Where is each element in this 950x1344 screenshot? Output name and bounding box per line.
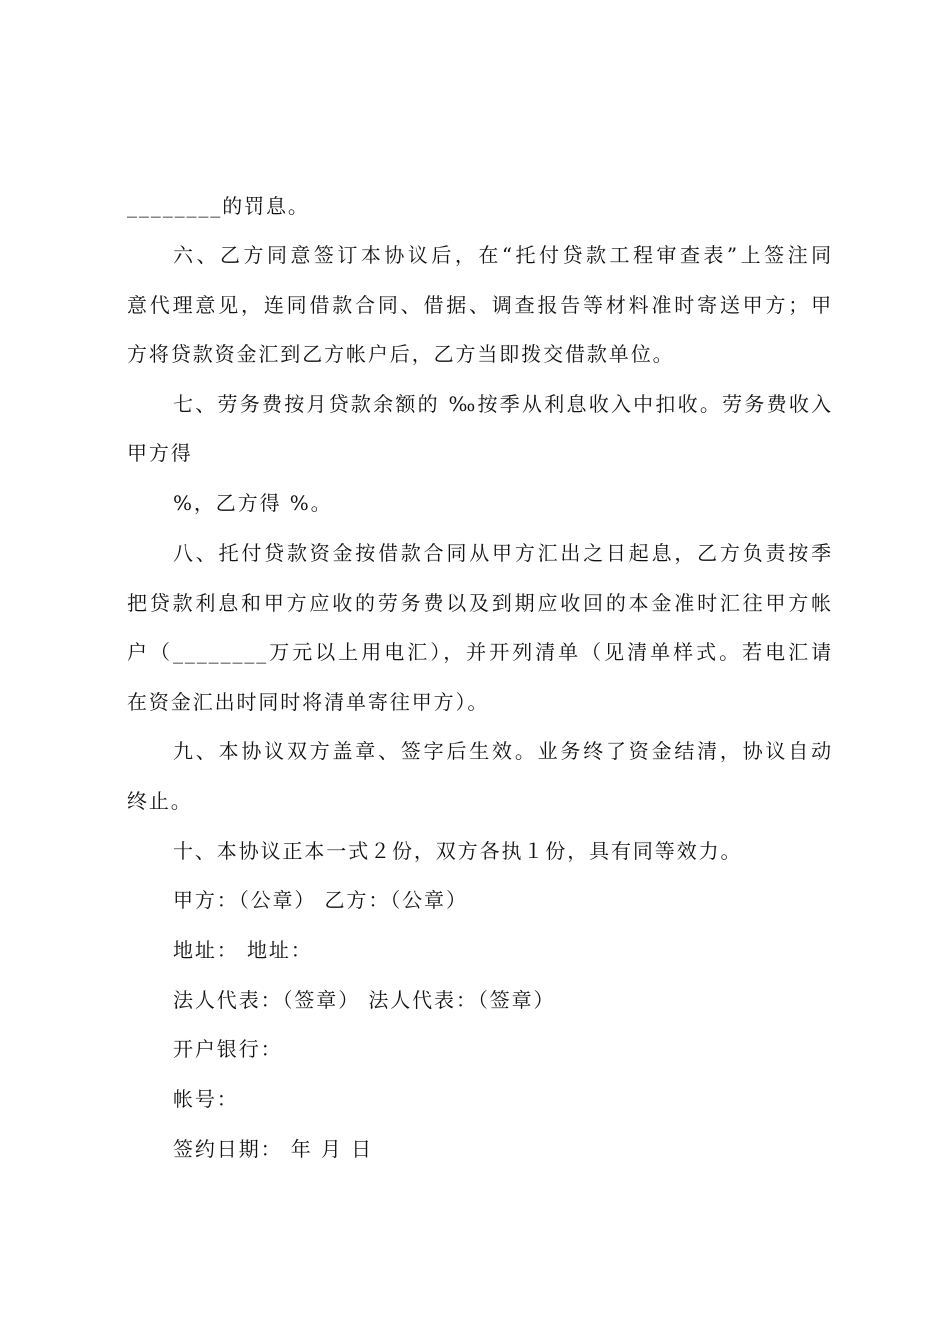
- legal-representative-line: 法人代表：（签章） 法人代表：（签章）: [173, 988, 556, 1012]
- clause-6-line-3: 方将贷款资金汇到乙方帐户后，乙方当即拨交借款单位。: [127, 342, 675, 366]
- clause-7-line-1: 七、劳务费按月贷款余额的 ‰按季从利息收入中扣收。劳务费收入: [173, 392, 833, 416]
- clause-8-line-4: 在资金汇出时同时将清单寄往甲方）。: [127, 690, 490, 714]
- party-seal-line: 甲方：（公章） 乙方：（公章）: [173, 888, 468, 912]
- clause-8-line-3: 户（________万元以上用电汇），并开列清单（见清单样式。若电汇请: [127, 640, 833, 664]
- clause-7-line-2: 甲方得: [127, 441, 193, 465]
- clause-9-line-2: 终止。: [127, 789, 193, 813]
- clause-6-line-2: 意代理意见，连同借款合同、借据、调查报告等材料准时寄送甲方；甲: [127, 293, 833, 317]
- account-number-line: 帐号：: [173, 1087, 239, 1111]
- clause-10-line: 十、本协议正本一式２份，双方各执１份，具有同等效力。: [173, 839, 743, 863]
- clause-6-line-1: 六、乙方同意签订本协议后，在“托付贷款工程审查表”上签注同: [173, 243, 833, 267]
- clause-9-line-1: 九、本协议双方盖章、签字后生效。业务终了资金结清，协议自动: [173, 739, 833, 763]
- signing-date-line: 签约日期： 年 月 日: [173, 1137, 373, 1161]
- bank-line: 开户银行：: [173, 1037, 283, 1061]
- clause-8-line-2: 把贷款利息和甲方应收的劳务费以及到期应收回的本金准时汇往甲方帐: [127, 591, 833, 615]
- address-line: 地址： 地址：: [173, 938, 313, 962]
- clause-8-line-1: 八、托付贷款资金按借款合同从甲方汇出之日起息，乙方负责按季: [173, 541, 833, 565]
- penalty-interest-line: ________的罚息。: [127, 194, 310, 218]
- clause-7-line-3: %，乙方得 %。: [173, 491, 333, 515]
